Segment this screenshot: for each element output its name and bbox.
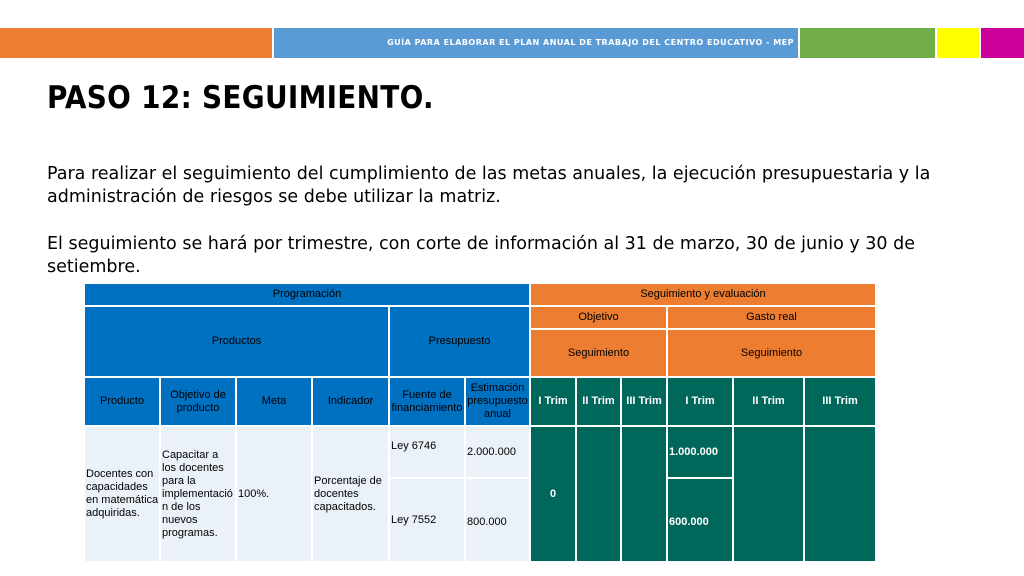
col-indicador: Indicador xyxy=(312,377,389,426)
header-magenta-segment xyxy=(981,28,1024,58)
col-estimacion: Estimación presupuesto anual xyxy=(465,377,530,426)
col-producto: Producto xyxy=(84,377,160,426)
paragraph-schedule: El seguimiento se hará por trimestre, con corte de información al 31 de marzo, 30 de junio y 30 de setiembre. xyxy=(47,234,915,277)
cell-obj-iii-trim xyxy=(621,426,667,562)
header-green-segment xyxy=(800,28,935,58)
cell-producto: Docentes con capacidades en matemática adquiridas. xyxy=(84,426,160,562)
header-presupuesto: Presupuesto xyxy=(389,306,530,377)
col-obj-i-trim: I Trim xyxy=(530,377,576,426)
cell-gasto-iii-trim xyxy=(804,426,876,562)
header-objetivo: Objetivo xyxy=(530,306,667,329)
header-seguimiento-objetivo: Seguimiento xyxy=(530,329,667,377)
header-productos: Productos xyxy=(84,306,389,377)
cell-gasto-i-trim-a: 1.000.000 xyxy=(667,426,733,478)
cell-fuente-1: Ley 6746 xyxy=(389,426,465,478)
slide-title: PASO 12: SEGUIMIENTO. xyxy=(47,80,434,116)
cell-estimacion-2: 800.000 xyxy=(465,478,530,562)
cell-meta: 100%. xyxy=(236,426,312,562)
paragraph-intro: Para realizar el seguimiento del cumplimiento de las metas anuales, la ejecución presupuestaria y la administración de riesgos se debe utilizar la matriz. xyxy=(47,164,931,207)
col-obj-ii-trim: II Trim xyxy=(576,377,621,426)
col-gasto-i-trim: I Trim xyxy=(667,377,733,426)
header-gasto-real: Gasto real xyxy=(667,306,876,329)
cell-gasto-i-trim-b: 600.000 xyxy=(667,478,733,562)
header-seguimiento-evaluacion: Seguimiento y evaluación xyxy=(530,283,876,306)
col-fuente: Fuente de financiamiento xyxy=(389,377,465,426)
header-yellow-segment xyxy=(937,28,979,58)
cell-objetivo-producto: Capacitar a los docentes para la implementació n de los nuevos programas. xyxy=(160,426,236,562)
cell-indicador: Porcentaje de docentes capacitados. xyxy=(312,426,389,562)
col-obj-iii-trim: III Trim xyxy=(621,377,667,426)
col-meta: Meta xyxy=(236,377,312,426)
col-gasto-iii-trim: III Trim xyxy=(804,377,876,426)
header-programacion: Programación xyxy=(84,283,530,306)
cell-fuente-2: Ley 7552 xyxy=(389,478,465,562)
col-objetivo-producto: Objetivo de producto xyxy=(160,377,236,426)
cell-obj-ii-trim xyxy=(576,426,621,562)
header-color-bar xyxy=(0,28,1024,58)
header-orange-segment xyxy=(0,28,272,58)
header-seguimiento-gasto: Seguimiento xyxy=(667,329,876,377)
cell-gasto-ii-trim xyxy=(733,426,804,562)
col-gasto-ii-trim: II Trim xyxy=(733,377,804,426)
cell-estimacion-1: 2.000.000 xyxy=(465,426,530,478)
cell-obj-i-trim: 0 xyxy=(530,426,576,562)
header-banner: GUÍA PARA ELABORAR EL PLAN ANUAL DE TRABAJO DEL CENTRO EDUCATIVO - MEP xyxy=(274,28,798,58)
